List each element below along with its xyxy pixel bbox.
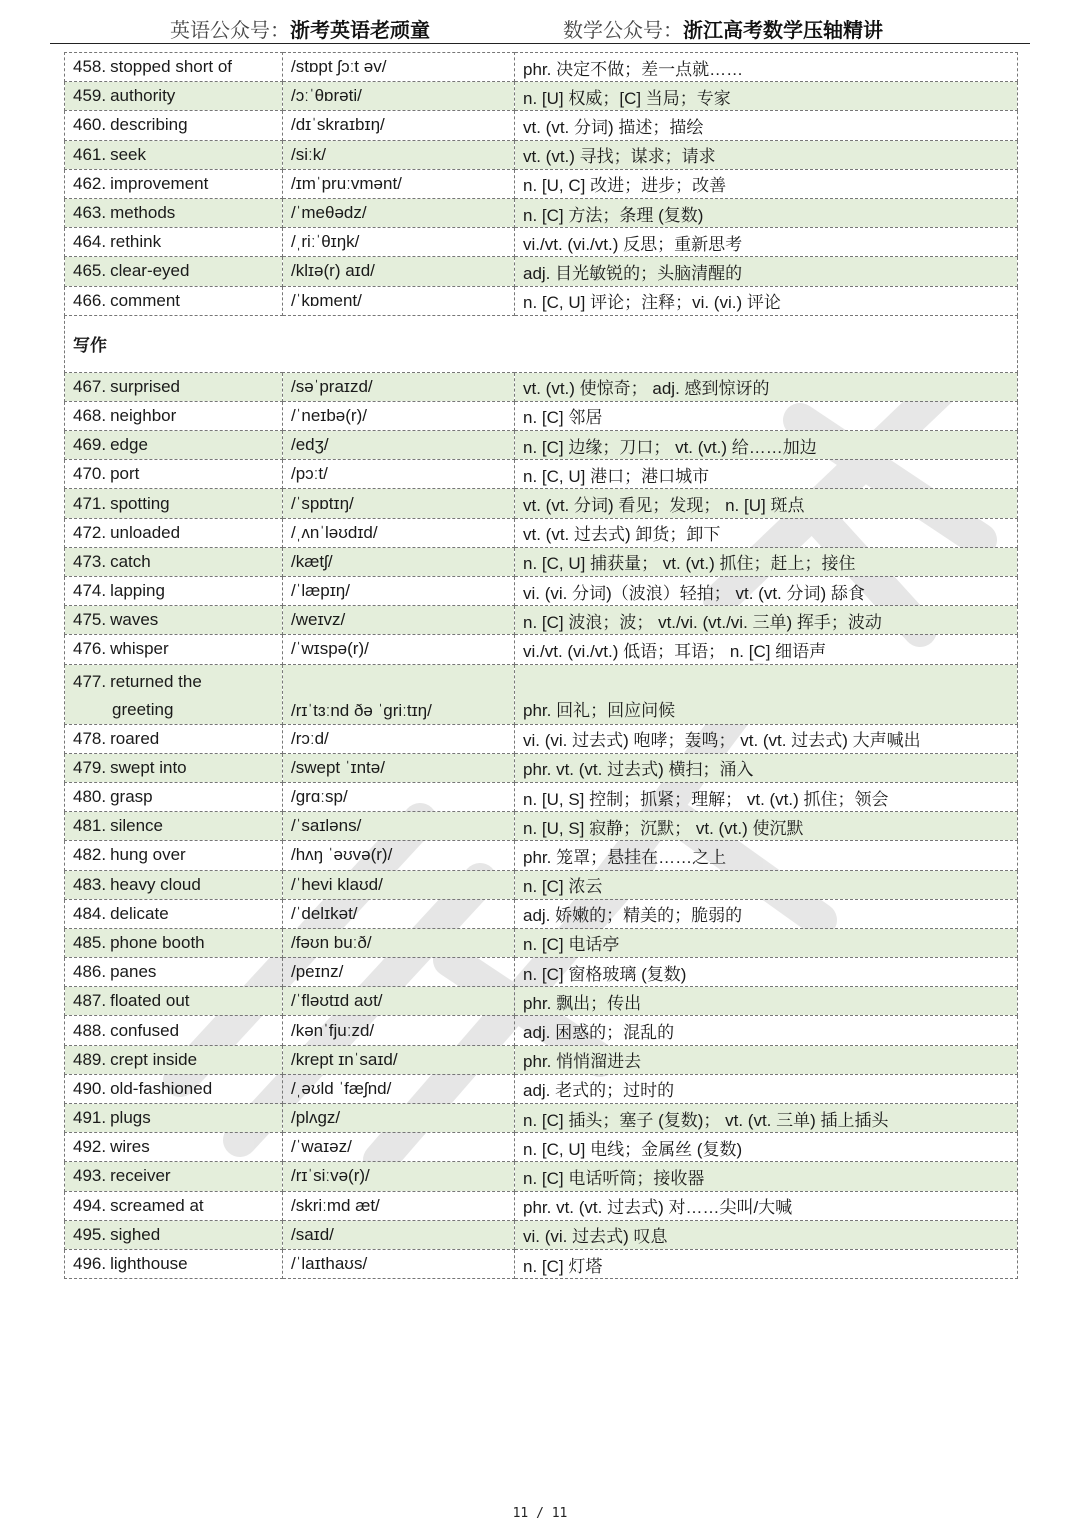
vocab-meaning: n. [C, U] 评论；注释；vi. (vi.) 评论 <box>515 286 1018 315</box>
vocab-word-cell <box>65 489 283 518</box>
vocab-word: authority <box>110 86 176 106</box>
vocab-word: clear-eyed <box>110 261 190 281</box>
vocab-phonetic: /ɔːˈθɒrəti/ <box>283 82 515 111</box>
english-account <box>170 14 430 43</box>
vocab-word-cell <box>65 1220 283 1249</box>
vocab-number: 458. <box>73 57 107 77</box>
vocab-row <box>65 140 1018 169</box>
vocab-phonetic: /fəʊn buːð/ <box>283 928 515 957</box>
vocab-word: seek <box>110 144 147 164</box>
vocab-word: whisper <box>110 639 169 659</box>
vocab-number: 466. <box>73 290 107 310</box>
vocab-word-cell <box>65 812 283 841</box>
vocab-number: 477. <box>73 671 107 691</box>
vocab-number: 493. <box>73 1166 107 1186</box>
vocab-meaning: vi./vt. (vi./vt.) 反思；重新思考 <box>515 228 1018 257</box>
math-account-label: 数学公众号： <box>563 18 683 42</box>
vocab-phonetic: /hʌŋ ˈəʊvə(r)/ <box>283 841 515 870</box>
vocab-word: returned the <box>110 671 202 691</box>
vocab-meaning: vi./vt. (vi./vt.) 低语；耳语； n. [C] 细语声 <box>515 635 1018 664</box>
vocab-row <box>65 577 1018 606</box>
vocab-row <box>65 928 1018 957</box>
vocab-row <box>65 1045 1018 1074</box>
vocab-word-cell <box>65 228 283 257</box>
vocab-word: wires <box>110 1137 150 1157</box>
vocab-number: 496. <box>73 1254 107 1274</box>
vocab-word: swept into <box>110 757 187 777</box>
vocab-phonetic: /dɪˈskraɪbɪŋ/ <box>283 111 515 140</box>
vocab-phonetic: /klɪə(r) aɪd/ <box>283 257 515 286</box>
vocab-number: 472. <box>73 522 107 542</box>
vocab-row <box>65 1104 1018 1133</box>
vocab-word: sighed <box>110 1224 161 1244</box>
vocab-row <box>65 753 1018 782</box>
vocab-phonetic: /ˈmeθədz/ <box>283 198 515 227</box>
vocab-row <box>65 372 1018 401</box>
vocab-word: stopped short of <box>110 57 233 77</box>
vocab-row <box>65 518 1018 547</box>
vocab-meaning: phr. 悄悄溜进去 <box>515 1045 1018 1074</box>
section-row <box>65 315 1018 372</box>
vocab-word-cell <box>65 899 283 928</box>
vocab-row <box>65 401 1018 430</box>
vocab-word-cell <box>65 401 283 430</box>
vocab-row <box>65 606 1018 635</box>
vocab-phonetic: /ˈkɒment/ <box>283 286 515 315</box>
vocab-word: improvement <box>110 173 209 193</box>
vocab-word-cell <box>65 1016 283 1045</box>
vocab-row <box>65 782 1018 811</box>
vocab-word-cell <box>65 782 283 811</box>
vocab-word: surprised <box>110 376 181 396</box>
vocab-word: panes <box>110 962 157 982</box>
vocab-number: 479. <box>73 757 107 777</box>
vocab-phonetic: /saɪd/ <box>283 1220 515 1249</box>
vocab-row <box>65 987 1018 1016</box>
vocab-row <box>65 169 1018 198</box>
vocab-number: 495. <box>73 1224 107 1244</box>
vocab-word-continued: greeting <box>112 699 174 719</box>
vocab-phonetic: /kənˈfjuːzd/ <box>283 1016 515 1045</box>
vocab-row <box>65 1249 1018 1278</box>
vocab-word-cell <box>65 198 283 227</box>
vocab-word: plugs <box>110 1108 151 1128</box>
vocab-word-cell <box>65 286 283 315</box>
math-account <box>563 14 883 43</box>
vocab-phonetic: /ˈlæpɪŋ/ <box>283 577 515 606</box>
vocab-word-cell <box>65 1074 283 1103</box>
vocab-meaning: vt. (vt. 分词) 看见；发现； n. [U] 斑点 <box>515 489 1018 518</box>
vocab-row <box>65 1220 1018 1249</box>
vocab-word: hung over <box>110 845 186 865</box>
vocab-meaning: vt. (vt. 分词) 描述；描绘 <box>515 111 1018 140</box>
vocab-number: 465. <box>73 261 107 281</box>
vocab-number: 492. <box>73 1137 107 1157</box>
vocab-word: port <box>110 464 140 484</box>
vocab-row <box>65 228 1018 257</box>
math-account-name: 浙江高考数学压轴精讲 <box>683 18 883 42</box>
vocab-number: 490. <box>73 1078 107 1098</box>
vocab-word: floated out <box>110 991 190 1011</box>
vocab-word: silence <box>110 816 164 836</box>
vocab-word-cell <box>65 1045 283 1074</box>
vocab-phonetic: /edʒ/ <box>283 431 515 460</box>
vocab-number: 459. <box>73 86 107 106</box>
vocab-number: 483. <box>73 874 107 894</box>
vocab-number: 485. <box>73 932 107 952</box>
vocab-meaning: n. [C] 插头；塞子 (复数)； vt. (vt. 三单) 插上插头 <box>515 1104 1018 1133</box>
vocab-word: grasp <box>110 787 153 807</box>
vocab-word: receiver <box>110 1166 171 1186</box>
vocab-word: catch <box>110 551 151 571</box>
vocab-meaning: n. [C, U] 捕获量； vt. (vt.) 抓住；赶上；接住 <box>515 547 1018 576</box>
vocab-row <box>65 1074 1018 1103</box>
vocab-meaning: vi. (vi. 过去式) 叹息 <box>515 1220 1018 1249</box>
vocab-meaning: n. [C] 浓云 <box>515 870 1018 899</box>
vocab-word-cell <box>65 635 283 664</box>
vocab-meaning: phr. 飘出；传出 <box>515 987 1018 1016</box>
vocab-meaning: vi. (vi. 分词)（波浪）轻拍； vt. (vt. 分词) 舔食 <box>515 577 1018 606</box>
vocab-word: methods <box>110 203 176 223</box>
english-account-label: 英语公众号： <box>170 18 290 42</box>
vocab-number: 474. <box>73 581 107 601</box>
vocab-phonetic: /rɔːd/ <box>283 724 515 753</box>
page-header <box>50 12 1030 44</box>
vocab-word-cell <box>65 958 283 987</box>
vocab-phonetic: /ɡrɑːsp/ <box>283 782 515 811</box>
vocab-row <box>65 841 1018 870</box>
vocab-row <box>65 664 1018 724</box>
vocab-row <box>65 1016 1018 1045</box>
vocab-word-cell <box>65 460 283 489</box>
vocab-number: 468. <box>73 405 107 425</box>
vocab-phonetic: /plʌɡz/ <box>283 1104 515 1133</box>
vocab-row <box>65 257 1018 286</box>
vocab-meaning: phr. 决定不做；差一点就…… <box>515 53 1018 82</box>
vocab-phonetic: /rɪˈtɜːnd ðə ˈɡriːtɪŋ/ <box>283 664 515 724</box>
vocab-number: 473. <box>73 551 107 571</box>
vocab-phonetic: /ɪmˈpruːvmənt/ <box>283 169 515 198</box>
vocab-word: roared <box>110 728 160 748</box>
vocab-phonetic: /ˈspɒtɪŋ/ <box>283 489 515 518</box>
vocab-number: 462. <box>73 173 107 193</box>
vocab-meaning: vt. (vt.) 使惊奇； adj. 感到惊讶的 <box>515 372 1018 401</box>
vocab-phonetic: /ˈdelɪkət/ <box>283 899 515 928</box>
vocab-phonetic: /ˈlaɪthaʊs/ <box>283 1249 515 1278</box>
vocab-meaning: adj. 老式的；过时的 <box>515 1074 1018 1103</box>
vocab-number: 481. <box>73 816 107 836</box>
vocab-meaning: vi. (vi. 过去式) 咆哮；轰鸣； vt. (vt. 过去式) 大声喊出 <box>515 724 1018 753</box>
vocab-meaning: adj. 困惑的；混乱的 <box>515 1016 1018 1045</box>
vocab-phonetic: /weɪvz/ <box>283 606 515 635</box>
vocab-meaning: n. [C] 窗格玻璃 (复数) <box>515 958 1018 987</box>
vocab-word-cell <box>65 577 283 606</box>
vocab-word-cell <box>65 1249 283 1278</box>
vocab-number: 491. <box>73 1108 107 1128</box>
vocab-word-cell <box>65 518 283 547</box>
vocab-word-cell <box>65 1133 283 1162</box>
vocab-meaning: n. [C, U] 电线；金属丝 (复数) <box>515 1133 1018 1162</box>
vocab-row <box>65 198 1018 227</box>
vocab-word-cell <box>65 53 283 82</box>
vocab-word: unloaded <box>110 522 181 542</box>
vocab-word: old-fashioned <box>110 1078 213 1098</box>
vocab-meaning: n. [C] 灯塔 <box>515 1249 1018 1278</box>
vocab-word-cell <box>65 82 283 111</box>
vocab-row <box>65 958 1018 987</box>
vocab-phonetic: /ˈwaɪəz/ <box>283 1133 515 1162</box>
vocab-word: lighthouse <box>110 1254 188 1274</box>
vocab-meaning: adj. 目光敏锐的；头脑清醒的 <box>515 257 1018 286</box>
vocab-meaning: n. [C] 电话亭 <box>515 928 1018 957</box>
vocab-meaning: vt. (vt. 过去式) 卸货；卸下 <box>515 518 1018 547</box>
vocab-phonetic: /səˈpraɪzd/ <box>283 372 515 401</box>
vocab-meaning: n. [C] 波浪；波； vt./vi. (vt./vi. 三单) 挥手；波动 <box>515 606 1018 635</box>
vocab-number: 478. <box>73 728 107 748</box>
page-number: 11 / 11 <box>512 1506 568 1521</box>
vocab-phonetic: /ˈwɪspə(r)/ <box>283 635 515 664</box>
vocab-meaning: phr. 回礼；回应问候 <box>515 664 1018 724</box>
vocab-row <box>65 1162 1018 1191</box>
vocab-phonetic: /peɪnz/ <box>283 958 515 987</box>
vocab-meaning: phr. 笼罩；悬挂在……之上 <box>515 841 1018 870</box>
vocab-number: 476. <box>73 639 107 659</box>
vocab-meaning: n. [C] 方法；条理 (复数) <box>515 198 1018 227</box>
vocab-word-cell <box>65 111 283 140</box>
english-account-name: 浙考英语老顽童 <box>290 18 430 42</box>
vocab-word-cell <box>65 870 283 899</box>
vocab-meaning: n. [C] 电话听筒；接收器 <box>515 1162 1018 1191</box>
vocabulary-table <box>64 52 1018 1279</box>
vocab-word-cell <box>65 169 283 198</box>
vocab-word: waves <box>110 610 159 630</box>
vocab-word-cell <box>65 1162 283 1191</box>
vocab-word-cell <box>65 547 283 576</box>
vocab-word: neighbor <box>110 405 177 425</box>
section-title: 写作 <box>65 315 1018 372</box>
vocab-number: 470. <box>73 464 107 484</box>
vocab-word-cell <box>65 140 283 169</box>
vocab-row <box>65 460 1018 489</box>
vocab-meaning: vt. (vt.) 寻找；谋求；请求 <box>515 140 1018 169</box>
vocab-meaning: n. [C] 边缘；刀口； vt. (vt.) 给……加边 <box>515 431 1018 460</box>
vocab-number: 487. <box>73 991 107 1011</box>
vocab-phonetic: /pɔːt/ <box>283 460 515 489</box>
vocab-phonetic: /ˈsaɪləns/ <box>283 812 515 841</box>
vocab-row <box>65 899 1018 928</box>
vocab-number: 480. <box>73 787 107 807</box>
vocab-phonetic: /ˌriːˈθɪŋk/ <box>283 228 515 257</box>
vocab-word: delicate <box>110 903 169 923</box>
vocab-word-cell <box>65 372 283 401</box>
vocab-phonetic: /skriːmd æt/ <box>283 1191 515 1220</box>
vocab-phonetic: /ˈhevi klaʊd/ <box>283 870 515 899</box>
vocab-word-cell <box>65 257 283 286</box>
vocab-row <box>65 111 1018 140</box>
vocab-word: rethink <box>110 232 162 252</box>
vocab-word-cell <box>65 724 283 753</box>
vocab-word: crept inside <box>110 1049 198 1069</box>
vocab-phonetic: /ˈneɪbə(r)/ <box>283 401 515 430</box>
vocab-word-cell <box>65 841 283 870</box>
vocab-number: 475. <box>73 610 107 630</box>
vocab-phonetic: /ˌəʊld ˈfæʃnd/ <box>283 1074 515 1103</box>
vocab-phonetic: /krept ɪnˈsaɪd/ <box>283 1045 515 1074</box>
vocab-phonetic: /kætʃ/ <box>283 547 515 576</box>
vocab-number: 471. <box>73 493 107 513</box>
vocab-row <box>65 870 1018 899</box>
vocab-phonetic: /ˈfləʊtɪd aʊt/ <box>283 987 515 1016</box>
vocab-word: phone booth <box>110 932 205 952</box>
vocab-phonetic: /rɪˈsiːvə(r)/ <box>283 1162 515 1191</box>
vocab-row <box>65 1133 1018 1162</box>
vocab-number: 469. <box>73 435 107 455</box>
vocab-row <box>65 53 1018 82</box>
vocab-word: confused <box>110 1020 180 1040</box>
vocab-word: spotting <box>110 493 170 513</box>
vocab-word-cell <box>65 1191 283 1220</box>
vocab-meaning: n. [C, U] 港口；港口城市 <box>515 460 1018 489</box>
vocab-row <box>65 1191 1018 1220</box>
vocab-number: 463. <box>73 203 107 223</box>
vocab-meaning: phr. vt. (vt. 过去式) 横扫；涌入 <box>515 753 1018 782</box>
vocab-number: 488. <box>73 1020 107 1040</box>
vocab-number: 460. <box>73 115 107 135</box>
vocab-row <box>65 812 1018 841</box>
vocab-number: 484. <box>73 903 107 923</box>
vocab-word-cell <box>65 753 283 782</box>
vocab-number: 494. <box>73 1195 107 1215</box>
vocab-word-cell <box>65 1104 283 1133</box>
vocab-word: edge <box>110 435 148 455</box>
vocab-number: 489. <box>73 1049 107 1069</box>
vocab-row <box>65 431 1018 460</box>
vocab-meaning: n. [U, S] 控制；抓紧；理解； vt. (vt.) 抓住；领会 <box>515 782 1018 811</box>
vocab-row <box>65 547 1018 576</box>
vocab-row <box>65 82 1018 111</box>
vocab-meaning: n. [U, S] 寂静；沉默； vt. (vt.) 使沉默 <box>515 812 1018 841</box>
vocab-phonetic: /swept ˈɪntə/ <box>283 753 515 782</box>
vocab-word-cell <box>65 928 283 957</box>
vocab-meaning: n. [C] 邻居 <box>515 401 1018 430</box>
vocab-word-cell <box>65 606 283 635</box>
vocab-row <box>65 489 1018 518</box>
vocab-number: 461. <box>73 144 107 164</box>
vocab-word-cell <box>65 431 283 460</box>
vocab-word-cell <box>65 664 283 724</box>
vocab-row <box>65 724 1018 753</box>
vocab-word: screamed at <box>110 1195 204 1215</box>
vocab-row <box>65 286 1018 315</box>
vocab-meaning: phr. vt. (vt. 过去式) 对……尖叫/大喊 <box>515 1191 1018 1220</box>
vocab-word: comment <box>110 290 181 310</box>
vocab-phonetic: /stɒpt ʃɔːt əv/ <box>283 53 515 82</box>
vocab-word: lapping <box>110 581 165 601</box>
vocab-word-cell <box>65 987 283 1016</box>
vocab-meaning: adj. 娇嫩的；精美的；脆弱的 <box>515 899 1018 928</box>
vocab-phonetic: /ˌʌnˈləʊdɪd/ <box>283 518 515 547</box>
vocab-word: heavy cloud <box>110 874 201 894</box>
vocab-number: 467. <box>73 376 107 396</box>
vocab-meaning: n. [U] 权威；[C] 当局；专家 <box>515 82 1018 111</box>
vocab-row <box>65 635 1018 664</box>
vocab-number: 464. <box>73 232 107 252</box>
vocab-phonetic: /siːk/ <box>283 140 515 169</box>
vocab-meaning: n. [U, C] 改进；进步；改善 <box>515 169 1018 198</box>
vocab-word: describing <box>110 115 188 135</box>
vocab-number: 486. <box>73 962 107 982</box>
vocab-number: 482. <box>73 845 107 865</box>
